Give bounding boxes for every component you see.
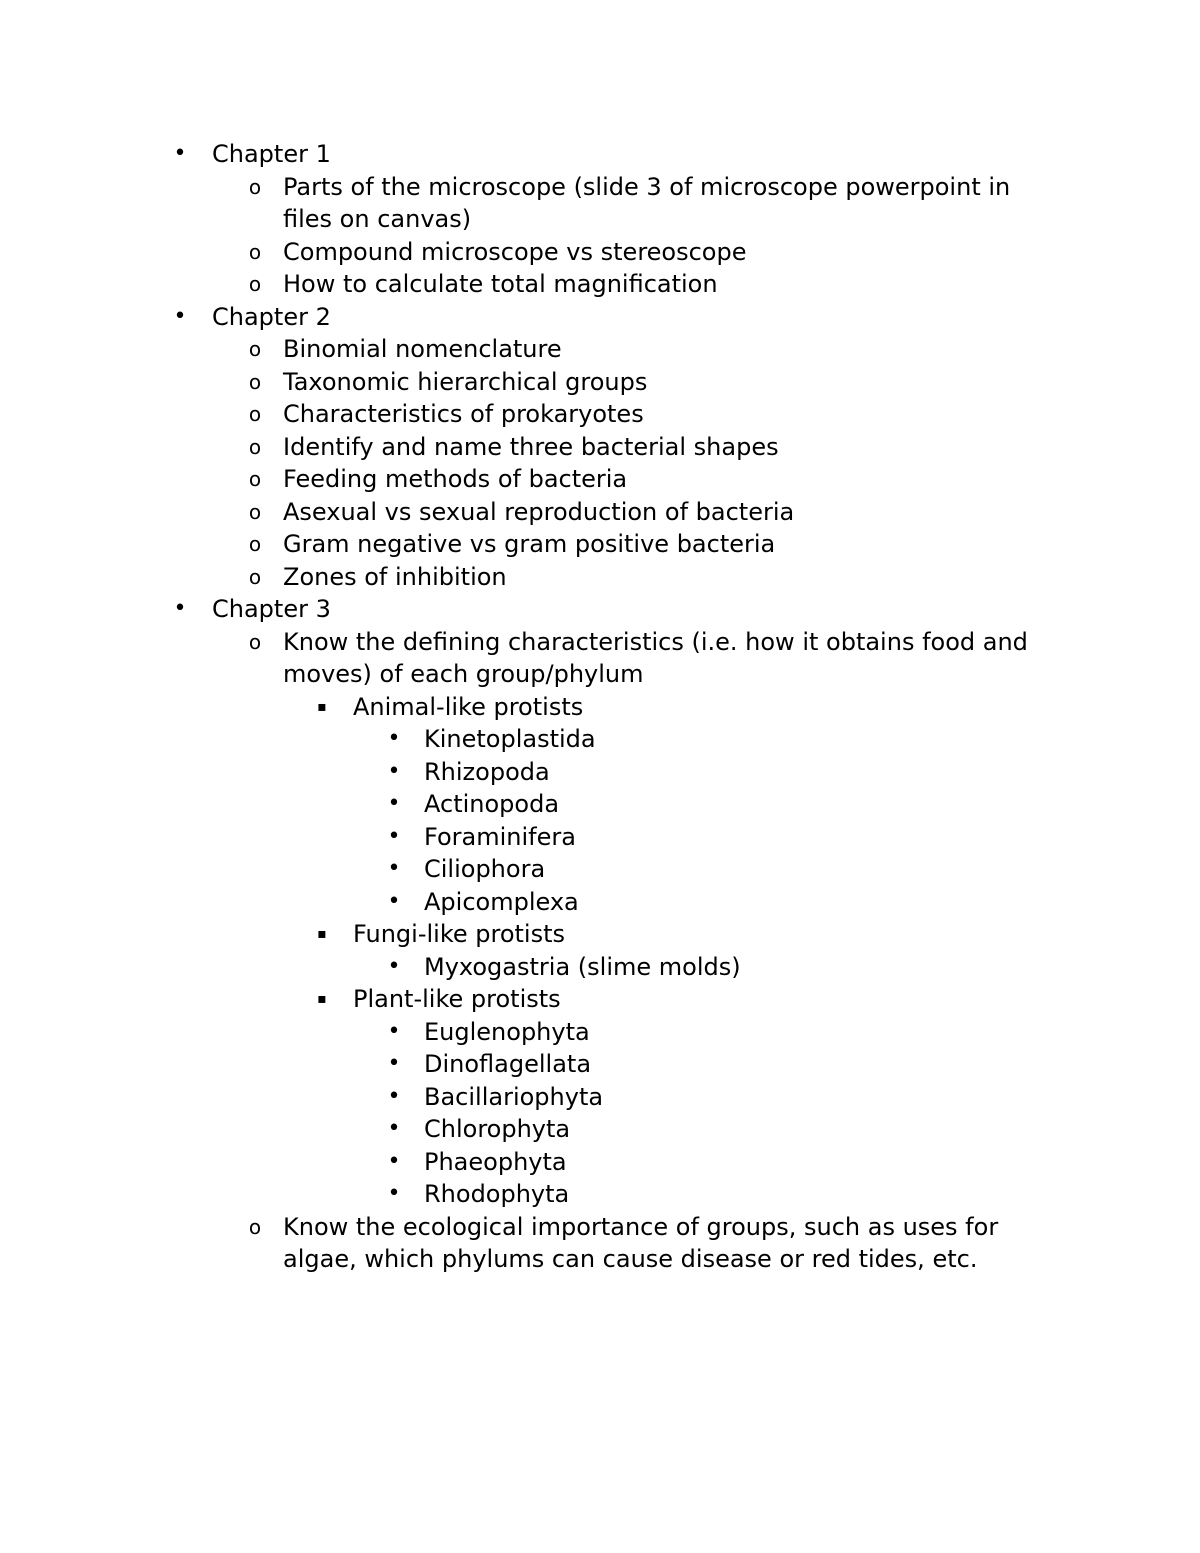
outline-subitem (0, 561, 1200, 594)
bullet-disc-icon: • (387, 823, 401, 849)
bullet-disc-icon: • (387, 1181, 401, 1206)
bullet-square-icon: ▪ (317, 991, 327, 1007)
bullet-disc-icon: • (387, 856, 401, 881)
subitem-text: Zones of inhibition (283, 562, 507, 591)
outline-subitem (0, 626, 1200, 691)
outline-group-plant-like (0, 983, 1200, 1016)
outline-phylum (0, 1113, 1200, 1146)
group-heading: Fungi-like protists (353, 920, 566, 948)
outline-subitem (0, 463, 1200, 496)
bullet-disc-icon: • (387, 1083, 401, 1109)
bullet-circle-icon: o (248, 629, 262, 654)
subitem-text: Compound microscope vs stereoscope (283, 237, 747, 266)
bullet-disc-icon: • (387, 1116, 401, 1141)
outline-phylum (0, 723, 1200, 756)
outline-subitem (0, 496, 1200, 529)
bullet-circle-icon: o (248, 499, 262, 524)
outline-item-chapter-2 (0, 301, 1200, 334)
outline-item-chapter-1 (0, 138, 1200, 171)
subitem-text: How to calculate total magnification (283, 270, 718, 298)
subitem-text: Binomial nomenclature (283, 335, 562, 363)
bullet-disc-icon: • (387, 758, 401, 784)
bullet-disc-icon: • (387, 726, 401, 751)
outline-item-chapter-3 (0, 593, 1200, 626)
outline-phylum (0, 951, 1200, 984)
outline-phylum (0, 1146, 1200, 1179)
outline-phylum (0, 821, 1200, 854)
phylum-name: Rhizopoda (424, 757, 550, 786)
bullet-disc-icon: • (387, 791, 401, 816)
subitem-text: Parts of the microscope (slide 3 of microscope powerpoint in files on canvas) (283, 172, 1011, 233)
subitem-text: Know the defining characteristics (i.e. how it obtains food and moves) of each group/phylum (283, 627, 1028, 688)
chapter-heading: Chapter 1 (212, 140, 331, 168)
phylum-name: Phaeophyta (424, 1147, 567, 1176)
subitem-text: Feeding methods of bacteria (283, 465, 628, 493)
document-page (0, 138, 1200, 1276)
outline-phylum (0, 1016, 1200, 1049)
phylum-name: Ciliophora (424, 855, 546, 883)
bullet-disc-icon: • (173, 303, 187, 329)
bullet-circle-icon: o (248, 272, 262, 296)
outline-phylum (0, 886, 1200, 919)
outline-subitem (0, 333, 1200, 366)
bullet-disc-icon: • (387, 1051, 401, 1076)
outline-subitem (0, 1211, 1200, 1276)
outline-subitem (0, 171, 1200, 236)
bullet-circle-icon: o (248, 337, 262, 361)
bullet-square-icon: ▪ (317, 698, 327, 715)
subitem-text: Identify and name three bacterial shapes (283, 432, 779, 461)
phylum-name: Apicomplexa (424, 887, 579, 916)
bullet-disc-icon: • (387, 1148, 401, 1174)
outline-phylum (0, 1048, 1200, 1081)
phylum-name: Dinoflagellata (424, 1050, 592, 1078)
subitem-text: Characteristics of prokaryotes (283, 400, 644, 428)
outline-subitem (0, 398, 1200, 431)
phylum-name: Chlorophyta (424, 1115, 571, 1143)
phylum-name: Actinopoda (424, 790, 560, 818)
outline-phylum (0, 756, 1200, 789)
chapter-heading: Chapter 2 (212, 302, 331, 331)
group-heading: Animal-like protists (353, 692, 584, 721)
bullet-disc-icon: • (173, 596, 187, 621)
bullet-circle-icon: o (248, 532, 262, 556)
subitem-text: Asexual vs sexual reproduction of bacteria (283, 497, 795, 526)
bullet-circle-icon: o (248, 434, 262, 459)
subitem-text: Know the ecological importance of groups, such as uses for algae, which phylums can cause disease or red tides, etc. (283, 1212, 999, 1273)
bullet-disc-icon: • (387, 953, 401, 979)
bullet-circle-icon: o (248, 467, 262, 491)
bullet-circle-icon: o (248, 239, 262, 264)
outline-group-animal-like (0, 691, 1200, 724)
outline-phylum (0, 1178, 1200, 1211)
outline-phylum (0, 1081, 1200, 1114)
outline-subitem (0, 528, 1200, 561)
outline-subitem (0, 268, 1200, 301)
phylum-name: Myxogastria (slime molds) (424, 952, 741, 981)
outline-subitem (0, 236, 1200, 269)
phylum-name: Kinetoplastida (424, 725, 596, 753)
chapter-heading: Chapter 3 (212, 595, 331, 623)
bullet-circle-icon: o (248, 369, 262, 394)
outline-phylum (0, 788, 1200, 821)
subitem-text: Gram negative vs gram positive bacteria (283, 530, 776, 558)
bullet-circle-icon: o (248, 402, 262, 426)
bullet-circle-icon: o (248, 174, 262, 199)
phylum-name: Bacillariophyta (424, 1082, 604, 1111)
bullet-circle-icon: o (248, 1214, 262, 1239)
outline-subitem (0, 431, 1200, 464)
phylum-name: Euglenophyta (424, 1017, 590, 1046)
outline-phylum (0, 853, 1200, 886)
bullet-disc-icon: • (387, 1018, 401, 1044)
subitem-text: Taxonomic hierarchical groups (283, 367, 648, 396)
phylum-name: Rhodophyta (424, 1180, 570, 1208)
phylum-name: Foraminifera (424, 822, 576, 851)
bullet-circle-icon: o (248, 564, 262, 589)
bullet-disc-icon: • (173, 141, 187, 166)
outline-subitem (0, 366, 1200, 399)
bullet-square-icon: ▪ (317, 926, 327, 942)
outline-group-fungi-like (0, 918, 1200, 951)
group-heading: Plant-like protists (353, 985, 561, 1013)
bullet-disc-icon: • (387, 888, 401, 914)
